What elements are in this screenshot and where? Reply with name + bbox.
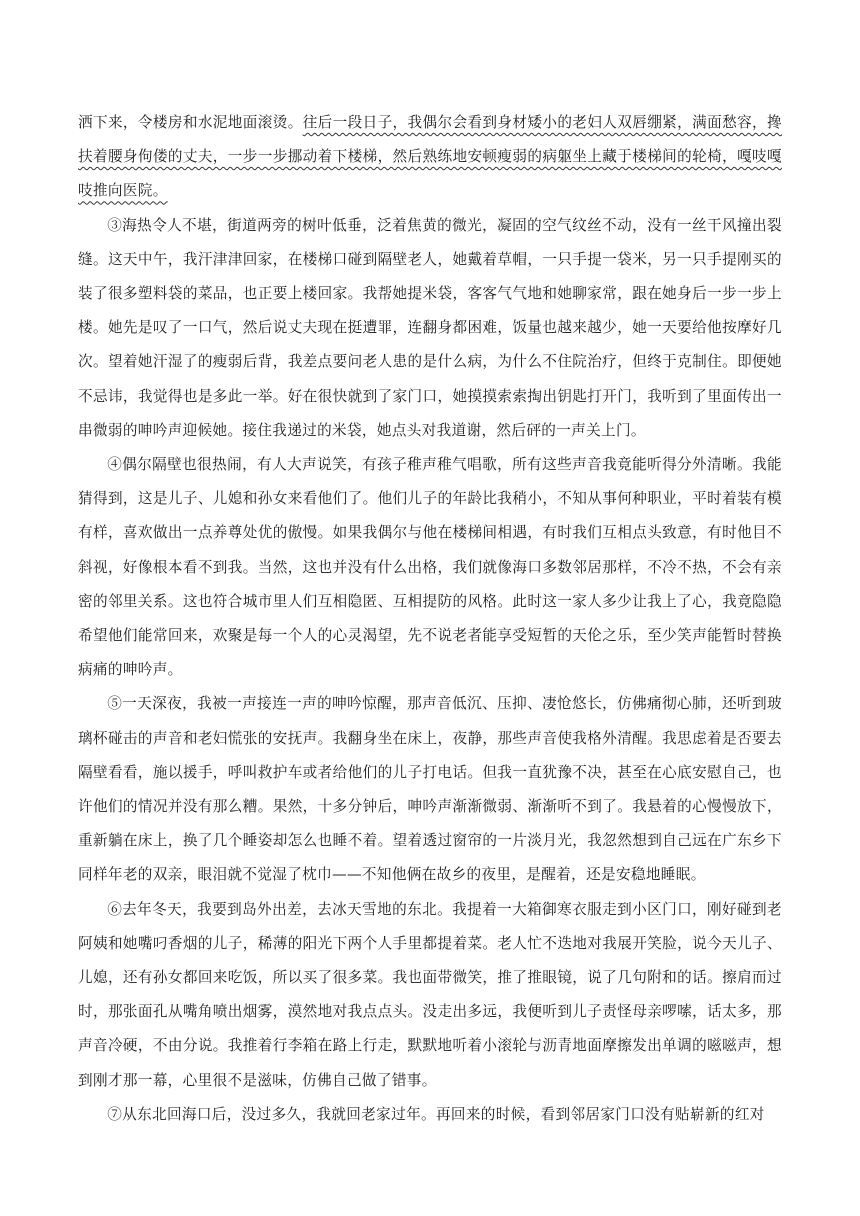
intro-wavy-underlined-text: 往后一段日子，我偶尔会看到身材矮小的老妇人双唇绷紧，满面愁容，搀扶着腰身佝偻的丈夫，一步一步挪动着下楼梯，然后熟练地安顿瘦弱的病躯坐上藏于楼梯间的轮椅，嘎吱嘎吱推向医院。 [78, 114, 782, 200]
paragraph-3-text: ③海热令人不堪，街道两旁的树叶低垂，泛着焦黄的微光，凝固的空气纹丝不动，没有一丝干风撞出裂缝。这天中午，我汗津津回家，在楼梯口碰到隔壁老人，她戴着草帽，一只手提一袋米，另一只手提刚买的装了很多塑料袋的菜品，也正要上楼回家。我帮她提米袋，客客气气地和她聊家常，跟在她身后一步一步上楼。她先是叹了一口气，然后说丈夫现在挺遭罪，连翻身都困难，饭量也越来越少，她一天要给他按摩好几次。望着她汗湿了的瘦弱后背，我差点要问老人患的是什么病，为什么不住院治疗，但终于克制住。即便她不忌讳，我觉得也是多此一举。好在很快就到了家门口，她摸摸索索掏出钥匙打开门，我听到了里面传出一串微弱的呻吟声迎候她。接住我递过的米袋，她点头对我道谢，然后砰的一声关上门。 [78, 216, 782, 439]
intro-text: 洒下来，令楼房和水泥地面滚烫。 [78, 114, 303, 131]
paragraph-5 [78, 687, 782, 892]
paragraph-4 [78, 448, 782, 687]
paragraph-intro [78, 106, 782, 209]
paragraph-7 [78, 1098, 782, 1132]
paragraph-3 [78, 209, 782, 448]
paragraph-4-text: ④偶尔隔壁也很热闹，有人大声说笑，有孩子稚声稚气唱歌，所有这些声音我竟能听得分外清晰。我能猜得到，这是儿子、儿媳和孙女来看他们了。他们儿子的年龄比我稍小，不知从事何种职业，平时着装有模有样，喜欢做出一点养尊处优的傲慢。如果我偶尔与他在楼梯间相遇，有时我们互相点头致意，有时他目不斜视，好像根本看不到我。当然，这也并没有什么出格，我们就像海口多数邻居那样，不冷不热，不会有亲密的邻里关系。这也符合城市里人们互相隐匿、互相提防的风格。此时这一家人多少让我上了心，我竟隐隐希望他们能常回来，欢聚是每一个人的心灵渴望，先不说老者能享受短暂的天伦之乐，至少笑声能暂时替换病痛的呻吟声。 [78, 456, 782, 679]
paragraph-5-text: ⑤一天深夜，我被一声接连一声的呻吟惊醒，那声音低沉、压抑、凄怆悠长，仿佛痛彻心肺，还听到玻璃杯碰击的声音和老妇慌张的安抚声。我翻身坐在床上，夜静，那些声音使我格外清醒。我思虑着是否要去隔壁看看，施以援手，呼叫救护车或者给他们的儿子打电话。但我一直犹豫不决，甚至在心底安慰自己，也许他们的情况并没有那么糟。果然，十多分钟后，呻吟声渐渐微弱、渐渐听不到了。我悬着的心慢慢放下，重新躺在床上，换了几个睡姿却怎么也睡不着。望着透过窗帘的一片淡月光，我忽然想到自己远在广东乡下同样年老的双亲，眼泪就不觉湿了枕巾——不知他俩在故乡的夜里，是醒着，还是安稳地睡眠。 [78, 695, 782, 884]
paragraph-7-text: ⑦从东北回海口后，没过多久，我就回老家过年。再回来的时候，看到邻居家门口没有贴崭新的红对 [107, 1105, 765, 1123]
paragraph-6 [78, 893, 782, 1098]
paragraph-6-text: ⑥去年冬天，我要到岛外出差，去冰天雪地的东北。我提着一大箱御寒衣服走到小区门口，刚好碰到老阿姨和她嘴叼香烟的儿子，稀薄的阳光下两个人手里都提着菜。老人忙不迭地对我展开笑脸，说今天儿子、儿媳，还有孙女都回来吃饭，所以买了很多菜。我也面带微笑，推了推眼镜，说了几句附和的话。擦肩而过时，那张面孔从嘴角喷出烟雾，漠然地对我点点头。没走出多远，我便听到儿子责怪母亲啰嗦，话太多，那声音冷硬，不由分说。我推着行李箱在路上行走，默默地听着小滚轮与沥青地面摩擦发出单调的嗞嗞声，想到刚才那一幕，心里很不是滋味，仿佛自己做了错事。 [78, 900, 782, 1089]
